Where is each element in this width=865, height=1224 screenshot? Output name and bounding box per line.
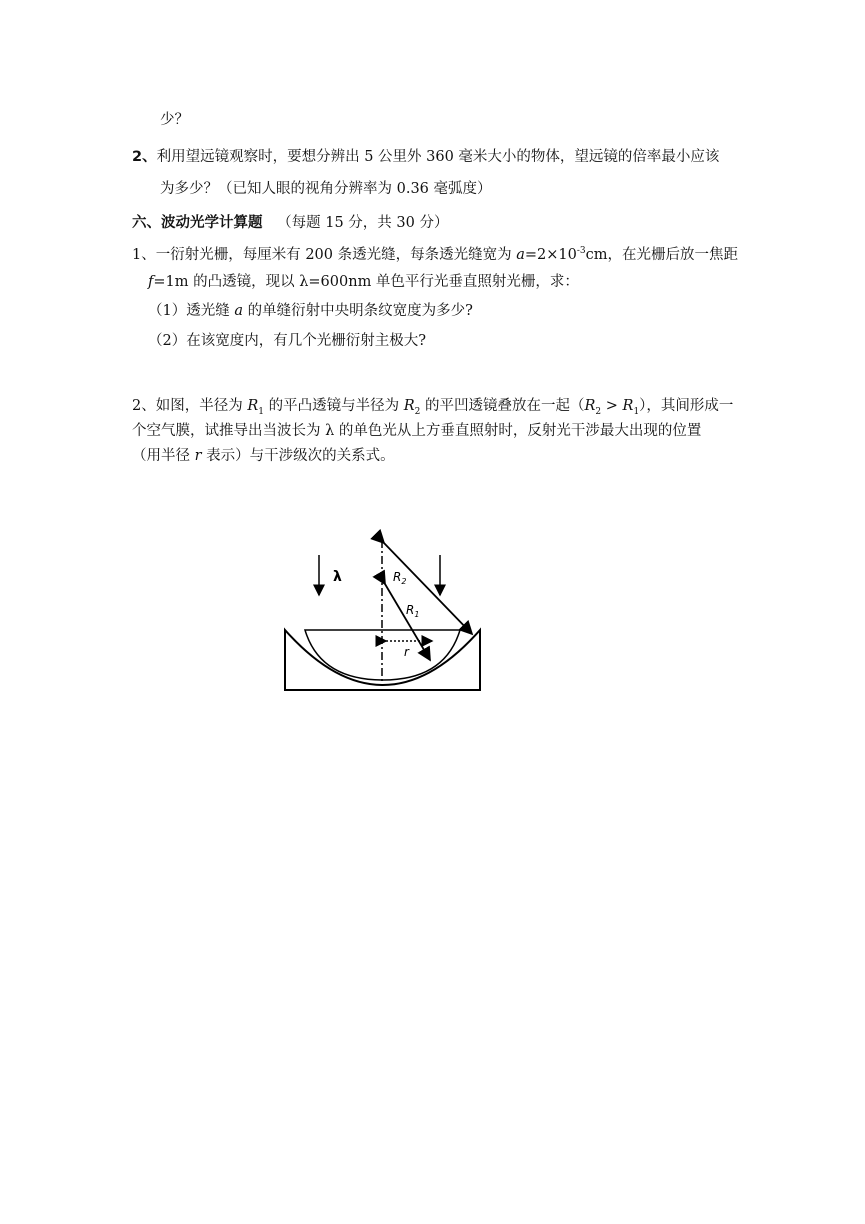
question-2-number: 2、 — [132, 149, 157, 165]
p2-text-b: 的平凸透镜与半径为 — [264, 398, 404, 414]
p1-var-a: a — [516, 246, 525, 263]
p2-sub-2b: 2 — [595, 406, 602, 417]
problem-2-line2: 个空气膜，试推导出当波长为 λ 的单色光从上方垂直照射时，反射光干涉最大出现的位置 — [132, 423, 702, 439]
p2-gt: > — [601, 398, 623, 414]
p1-var-f: f — [148, 274, 154, 290]
p1-text-a: 1、一衍射光栅，每厘米有 200 条透光缝，每条透光缝宽为 — [132, 246, 517, 263]
section-6-title: 六、波动光学计算题 — [132, 215, 263, 231]
R1-label — [406, 603, 419, 619]
R1-label-base: R — [406, 603, 415, 617]
r-label: r — [404, 645, 409, 659]
R2-label-sub: 2 — [401, 577, 407, 586]
p1-sub1-text-a: （1）透光缝 — [148, 303, 235, 319]
p2-var-R1b: R — [622, 398, 634, 414]
p2-text-d: ），其间形成一 — [639, 398, 734, 414]
p1-text-b: =2×10 — [524, 246, 577, 263]
p2-var-r: r — [194, 448, 202, 464]
p2-text-a: 2、如图，半径为 — [132, 398, 248, 414]
lambda-label: λ — [333, 569, 342, 585]
p1-text-c: cm，在光栅后放一焦距 — [585, 246, 739, 263]
p1-sub1-text-b: 的单缝衍射中央明条纹宽度为多少? — [243, 303, 473, 319]
R2-label — [393, 570, 406, 586]
p2-sub-1b: 1 — [633, 406, 640, 417]
question-2-text1: 利用望远镜观察时，要想分辨出 5 公里外 360 毫米大小的物体，望远镜的倍率最小应该 — [156, 149, 720, 165]
p2-sub-2a: 2 — [414, 406, 421, 417]
radius-R2-arrow — [384, 543, 472, 634]
p1-exponent: -3 — [576, 246, 586, 256]
p1-sub1-var-a: a — [234, 303, 243, 319]
p2-sub-1a: 1 — [258, 406, 264, 417]
R1-label-sub: 1 — [414, 610, 420, 619]
section-6-scoring: （每题 15 分，共 30 分） — [277, 215, 449, 231]
p2-var-R2: R — [403, 398, 415, 414]
R2-label-base: R — [393, 570, 402, 584]
prev-question-tail: 少？ — [160, 112, 189, 128]
p1-text-d: =1m 的凸透镜，现以 λ=600nm 单色平行光垂直照射光栅，求： — [153, 274, 579, 290]
p2-var-R1: R — [247, 398, 259, 414]
p2-text-f: 表示）与干涉级次的关系式。 — [201, 448, 395, 464]
p2-text-c: 的平凹透镜叠放在一起（ — [420, 398, 585, 414]
p2-text-e: （用半径 — [132, 448, 195, 464]
problem-1-sub2: （2）在该宽度内，有几个光栅衍射主极大? — [148, 333, 426, 349]
p2-var-R2b: R — [584, 398, 596, 414]
question-2-line2: 为多少？（已知人眼的视角分辨率为 0.36 毫弧度） — [160, 181, 492, 197]
